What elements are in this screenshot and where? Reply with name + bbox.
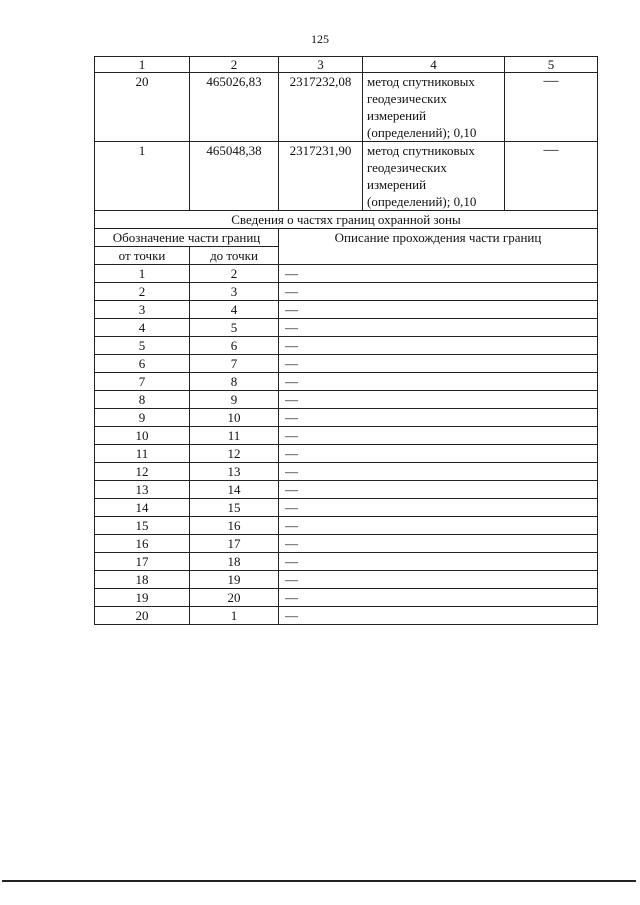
segment-description: —	[279, 553, 598, 571]
segment-description: —	[279, 463, 598, 481]
segment-from: 18	[95, 571, 190, 589]
to-point-header: до точки	[190, 247, 279, 265]
segment-description: —	[279, 283, 598, 301]
coordinate-row	[95, 73, 598, 142]
page-number: 125	[311, 32, 329, 46]
segment-to: 17	[190, 535, 279, 553]
segment-to: 11	[190, 427, 279, 445]
segment-from: 16	[95, 535, 190, 553]
segment-from: 13	[95, 481, 190, 499]
boundary-table	[94, 56, 598, 625]
coord-y: 2317231,90	[279, 142, 363, 211]
segment-to: 19	[190, 571, 279, 589]
segment-row	[95, 409, 598, 427]
segment-from: 4	[95, 319, 190, 337]
segment-row	[95, 265, 598, 283]
method-description	[363, 73, 505, 142]
segment-row	[95, 589, 598, 607]
point-id: 20	[95, 73, 190, 142]
segment-row	[95, 535, 598, 553]
coord-x: 465048,38	[190, 142, 279, 211]
segment-description: —	[279, 337, 598, 355]
segment-to: 13	[190, 463, 279, 481]
method-line: метод спутниковых	[367, 143, 475, 158]
segment-from: 9	[95, 409, 190, 427]
segment-description: —	[279, 301, 598, 319]
segment-row	[95, 607, 598, 625]
segment-to: 8	[190, 373, 279, 391]
segment-description: —	[279, 499, 598, 517]
segment-row	[95, 445, 598, 463]
segment-to: 6	[190, 337, 279, 355]
column-number-row	[95, 57, 598, 73]
segment-description: —	[279, 535, 598, 553]
column-number: 4	[363, 57, 505, 73]
segment-to: 5	[190, 319, 279, 337]
section-title-row	[95, 211, 598, 229]
segment-row	[95, 355, 598, 373]
method-line: геодезических	[367, 160, 447, 175]
segment-to: 2	[190, 265, 279, 283]
segment-row	[95, 481, 598, 499]
method-line: измерений	[367, 108, 427, 123]
segment-from: 11	[95, 445, 190, 463]
segment-from: 10	[95, 427, 190, 445]
segment-to: 14	[190, 481, 279, 499]
segment-from: 17	[95, 553, 190, 571]
coordinate-row	[95, 142, 598, 211]
segment-from: 20	[95, 607, 190, 625]
segment-description: —	[279, 265, 598, 283]
column-number: 5	[505, 57, 598, 73]
section-title: Сведения о частях границ охранной зоны	[95, 211, 598, 229]
column-number: 3	[279, 57, 363, 73]
segment-from: 2	[95, 283, 190, 301]
column-number: 2	[190, 57, 279, 73]
segment-to: 10	[190, 409, 279, 427]
segment-from: 6	[95, 355, 190, 373]
segment-from: 15	[95, 517, 190, 535]
segment-to: 20	[190, 589, 279, 607]
from-point-header: от точки	[95, 247, 190, 265]
segment-row	[95, 427, 598, 445]
segment-description: —	[279, 391, 598, 409]
segment-description: —	[279, 589, 598, 607]
segment-to: 18	[190, 553, 279, 571]
method-line: геодезических	[367, 91, 447, 106]
segment-description: —	[279, 409, 598, 427]
point-id: 1	[95, 142, 190, 211]
segment-to: 3	[190, 283, 279, 301]
part-header-row	[95, 229, 598, 247]
segment-to: 15	[190, 499, 279, 517]
segment-row	[95, 571, 598, 589]
segment-from: 12	[95, 463, 190, 481]
method-line: метод спутниковых	[367, 74, 475, 89]
segment-row	[95, 391, 598, 409]
segment-description: —	[279, 355, 598, 373]
segment-description: —	[279, 517, 598, 535]
segment-to: 7	[190, 355, 279, 373]
segment-from: 7	[95, 373, 190, 391]
bottom-rule	[2, 880, 636, 882]
method-line: (определений); 0,10	[367, 125, 477, 140]
segment-from: 5	[95, 337, 190, 355]
segment-to: 12	[190, 445, 279, 463]
method-description	[363, 142, 505, 211]
segment-row	[95, 373, 598, 391]
segment-description: —	[279, 607, 598, 625]
segment-from: 19	[95, 589, 190, 607]
segment-from: 14	[95, 499, 190, 517]
segment-description: —	[279, 373, 598, 391]
segment-row	[95, 301, 598, 319]
segment-row	[95, 337, 598, 355]
segment-row	[95, 517, 598, 535]
segment-row	[95, 499, 598, 517]
segment-description: —	[279, 445, 598, 463]
segment-from: 3	[95, 301, 190, 319]
note-dash: —	[505, 73, 598, 142]
note-dash: —	[505, 142, 598, 211]
part-designation-header: Обозначение части границ	[95, 229, 279, 247]
segment-from: 8	[95, 391, 190, 409]
segment-description: —	[279, 481, 598, 499]
column-number: 1	[95, 57, 190, 73]
segment-row	[95, 553, 598, 571]
segment-row	[95, 283, 598, 301]
segment-from: 1	[95, 265, 190, 283]
segment-description: —	[279, 319, 598, 337]
part-description-header: Описание прохождения части границ	[279, 229, 598, 265]
method-line: измерений	[367, 177, 427, 192]
coord-x: 465026,83	[190, 73, 279, 142]
method-line: (определений); 0,10	[367, 194, 477, 209]
segment-description: —	[279, 427, 598, 445]
segment-to: 16	[190, 517, 279, 535]
segment-to: 9	[190, 391, 279, 409]
segment-to: 4	[190, 301, 279, 319]
segment-to: 1	[190, 607, 279, 625]
segment-row	[95, 319, 598, 337]
segment-description: —	[279, 571, 598, 589]
coord-y: 2317232,08	[279, 73, 363, 142]
segment-row	[95, 463, 598, 481]
